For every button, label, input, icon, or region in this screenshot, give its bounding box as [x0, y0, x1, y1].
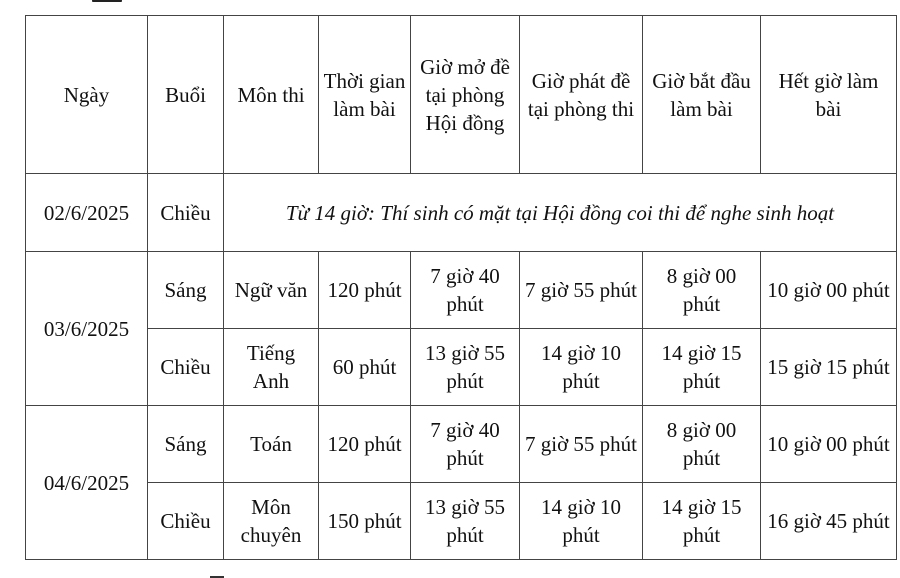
subject-cell: Tiếng Anh [224, 329, 319, 406]
start-cell: 14 giờ 15 phút [643, 329, 761, 406]
distribute-cell: 7 giờ 55 phút [520, 252, 643, 329]
duration-cell: 150 phút [319, 483, 411, 560]
header-date: Ngày [26, 16, 148, 174]
table-row [26, 252, 897, 329]
exam-schedule-table [25, 15, 897, 560]
header-duration: Thời gian làm bài [319, 16, 411, 174]
table-row [26, 329, 897, 406]
date-cell: 03/6/2025 [26, 252, 148, 406]
open-paper-cell: 7 giờ 40 phút [411, 252, 520, 329]
distribute-cell: 7 giờ 55 phút [520, 406, 643, 483]
header-row [26, 16, 897, 174]
end-cell: 10 giờ 00 phút [761, 406, 897, 483]
open-paper-cell: 13 giờ 55 phút [411, 329, 520, 406]
header-subject: Môn thi [224, 16, 319, 174]
date-cell: 04/6/2025 [26, 406, 148, 560]
subject-cell: Môn chuyên [224, 483, 319, 560]
end-cell: 15 giờ 15 phút [761, 329, 897, 406]
table-row [26, 174, 897, 252]
session-cell: Chiều [148, 329, 224, 406]
cropped-text-fragment [92, 0, 122, 6]
cropped-text-fragment [210, 572, 224, 578]
duration-cell: 60 phút [319, 329, 411, 406]
start-cell: 8 giờ 00 phút [643, 406, 761, 483]
session-cell: Sáng [148, 406, 224, 483]
distribute-cell: 14 giờ 10 phút [520, 483, 643, 560]
start-cell: 14 giờ 15 phút [643, 483, 761, 560]
open-paper-cell: 13 giờ 55 phút [411, 483, 520, 560]
table-row [26, 483, 897, 560]
header-session: Buổi [148, 16, 224, 174]
header-end-time: Hết giờ làm bài [761, 16, 897, 174]
subject-cell: Ngữ văn [224, 252, 319, 329]
end-cell: 16 giờ 45 phút [761, 483, 897, 560]
duration-cell: 120 phút [319, 406, 411, 483]
note-cell: Từ 14 giờ: Thí sinh có mặt tại Hội đồng coi thi để nghe sinh hoạt [224, 174, 897, 252]
header-distribute-time: Giờ phát đề tại phòng thi [520, 16, 643, 174]
duration-cell: 120 phút [319, 252, 411, 329]
open-paper-cell: 7 giờ 40 phút [411, 406, 520, 483]
start-cell: 8 giờ 00 phút [643, 252, 761, 329]
date-cell: 02/6/2025 [26, 174, 148, 252]
header-open-paper-time: Giờ mở đề tại phòng Hội đồng [411, 16, 520, 174]
table-row [26, 406, 897, 483]
session-cell: Sáng [148, 252, 224, 329]
session-cell: Chiều [148, 483, 224, 560]
distribute-cell: 14 giờ 10 phút [520, 329, 643, 406]
session-cell: Chiều [148, 174, 224, 252]
header-start-time: Giờ bắt đầu làm bài [643, 16, 761, 174]
subject-cell: Toán [224, 406, 319, 483]
end-cell: 10 giờ 00 phút [761, 252, 897, 329]
